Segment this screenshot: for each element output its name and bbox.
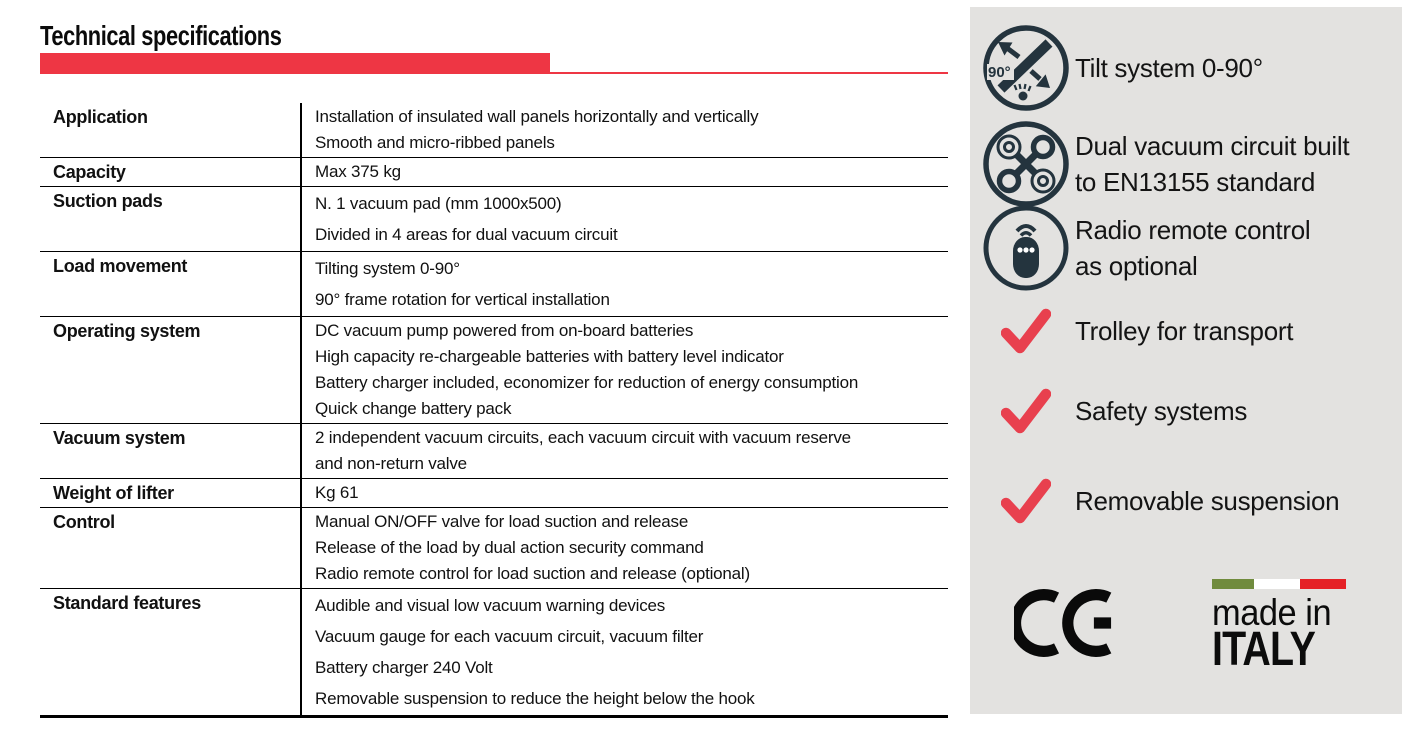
row-label: Standard features [53, 593, 201, 613]
row-value [300, 424, 948, 478]
value-line: High capacity re-chargeable batteries with battery level indicator [315, 347, 784, 366]
row-label: Operating system [53, 321, 201, 341]
value-line: Vacuum gauge for each vacuum circuit, vacuum filter [315, 627, 704, 646]
value-line: Battery charger 240 Volt [315, 658, 493, 677]
value-line: Max 375 kg [315, 162, 401, 181]
check-icon [1001, 476, 1051, 526]
row-value [300, 252, 948, 316]
feature-icon-box [982, 306, 1070, 356]
value-line: Smooth and micro-ribbed panels [315, 133, 555, 152]
value-line: Kg 61 [315, 483, 359, 502]
value-line: 90° frame rotation for vertical installation [315, 290, 610, 309]
ce-mark-logo [1014, 585, 1126, 666]
dual-vacuum-icon [982, 120, 1070, 208]
feature-icon-box [982, 120, 1070, 208]
value-line: Divided in 4 areas for dual vacuum circuit [315, 225, 618, 244]
value-line: Radio remote control for load suction and release (optional) [315, 564, 750, 583]
row-value [300, 479, 948, 507]
feature-label [1075, 393, 1247, 429]
table-row [40, 423, 948, 478]
table-row [40, 507, 948, 588]
value-line: Quick change battery pack [315, 399, 512, 418]
table-row [40, 157, 948, 186]
feature-item [982, 118, 1396, 210]
italy-flag-icon [1212, 579, 1346, 589]
check-icon [1001, 306, 1051, 356]
row-label: Vacuum system [53, 428, 186, 448]
tilt-angle-label: 90° [988, 64, 1011, 81]
tilt-icon [982, 24, 1070, 112]
feature-item [982, 202, 1396, 294]
feature-label-line: Tilt system 0-90° [1075, 53, 1263, 83]
table-row [40, 478, 948, 507]
row-value [300, 508, 948, 588]
feature-item [982, 473, 1396, 529]
row-label: Capacity [53, 162, 126, 182]
feature-label [1075, 212, 1310, 284]
table-row [40, 186, 948, 251]
table-row [40, 316, 948, 423]
feature-item [982, 22, 1396, 114]
feature-label [1075, 483, 1339, 519]
table-row [40, 251, 948, 316]
feature-label-line: to EN13155 standard [1075, 167, 1316, 197]
row-label: Weight of lifter [53, 483, 174, 503]
remote-icon [982, 204, 1070, 292]
feature-label [1075, 128, 1349, 200]
feature-label-line: Removable suspension [1075, 486, 1340, 516]
feature-item [982, 383, 1396, 439]
row-value [300, 589, 948, 715]
value-line: Release of the load by dual action security command [315, 538, 704, 557]
row-label: Application [53, 107, 148, 127]
table-row [40, 588, 948, 715]
feature-label [1075, 50, 1263, 86]
value-line: Removable suspension to reduce the height below the hook [315, 689, 755, 708]
features-sidebar [970, 7, 1402, 714]
feature-label [1075, 313, 1293, 349]
value-line: and non-return valve [315, 454, 467, 473]
italy-text: ITALY [1212, 623, 1316, 676]
title-underline-thick-rule [40, 53, 550, 74]
feature-label-line: as optional [1075, 251, 1198, 281]
title-underline [40, 53, 948, 74]
value-line: DC vacuum pump powered from on-board batteries [315, 321, 694, 340]
feature-label-line: Dual vacuum circuit built [1075, 131, 1350, 161]
feature-label-line: Trolley for transport [1075, 316, 1294, 346]
value-line: Tilting system 0-90° [315, 259, 460, 278]
spec-table [40, 103, 948, 718]
value-line: Manual ON/OFF valve for load suction and release [315, 512, 689, 531]
row-label: Load movement [53, 256, 188, 276]
value-line: Installation of insulated wall panels horizontally and vertically [315, 107, 759, 126]
value-line: N. 1 vacuum pad (mm 1000x500) [315, 194, 562, 213]
feature-item [982, 303, 1396, 359]
flag-red-stripe [1300, 579, 1346, 589]
feature-icon-box [982, 24, 1070, 112]
value-line: 2 independent vacuum circuits, each vacuum circuit with vacuum reserve [315, 428, 851, 447]
row-value [300, 158, 948, 186]
ce-mark-icon [1014, 585, 1126, 661]
value-line: Battery charger included, economizer for reduction of energy consumption [315, 373, 859, 392]
row-label: Control [53, 512, 115, 532]
made-in-text: made in [1212, 592, 1332, 633]
made-in-italy-logo [1212, 579, 1348, 676]
row-value [300, 103, 948, 157]
flag-white-stripe [1254, 579, 1300, 589]
feature-icon-box [982, 386, 1070, 436]
row-label: Suction pads [53, 191, 163, 211]
feature-icon-box [982, 204, 1070, 292]
check-icon [1001, 386, 1051, 436]
feature-label-line: Radio remote control [1075, 215, 1311, 245]
feature-label-line: Safety systems [1075, 396, 1248, 426]
row-value [300, 187, 948, 251]
flag-green-stripe [1212, 579, 1254, 589]
table-row [40, 103, 948, 157]
page-title: Technical specifications [40, 20, 282, 51]
value-line: Audible and visual low vacuum warning devices [315, 596, 666, 615]
row-value [300, 317, 948, 423]
feature-icon-box [982, 476, 1070, 526]
